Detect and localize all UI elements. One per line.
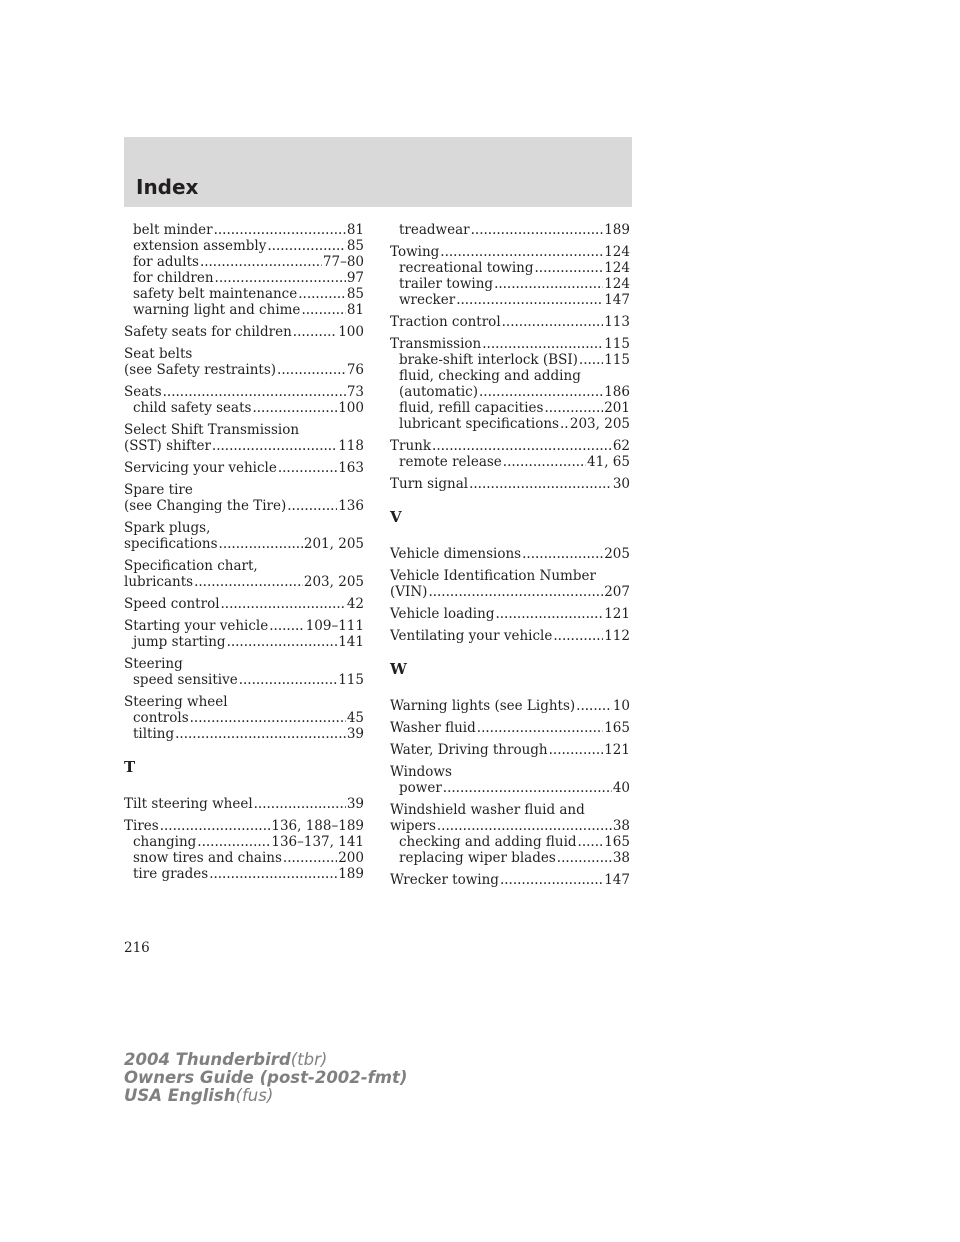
entry-page-ref: 205: [604, 546, 630, 562]
entry-text: for adults: [133, 254, 199, 270]
entry-text: replacing wiper blades: [399, 850, 556, 866]
index-entry-line: [124, 498, 364, 514]
entry-text: tire grades: [133, 866, 209, 882]
dot-leader: [197, 834, 270, 850]
entry-page-ref: 100: [338, 324, 364, 340]
document-footer: [124, 1051, 407, 1105]
dot-leader: [175, 726, 346, 742]
dot-leader: [557, 850, 612, 866]
index-entry-line: [390, 802, 630, 818]
index-entry: [124, 384, 364, 416]
index-entry-line: [390, 584, 630, 600]
entry-text: (automatic): [399, 384, 478, 400]
index-entry-line: [390, 438, 630, 454]
index-entry: [124, 222, 364, 318]
entry-text: snow tires and chains: [133, 850, 282, 866]
entry-text: Steering wheel: [124, 694, 228, 710]
entry-page-ref: 118: [338, 438, 364, 454]
dot-leader: [269, 618, 304, 634]
entry-page-ref: 203, 205: [569, 416, 630, 432]
entry-page-ref: 136–137, 141: [271, 834, 364, 850]
dot-leader: [278, 460, 337, 476]
entry-page-ref: 189: [338, 866, 364, 882]
index-entry: [124, 618, 364, 650]
entry-page-ref: 189: [604, 222, 630, 238]
index-entry-line: [390, 606, 630, 622]
index-subentry-line: [390, 400, 630, 416]
index-entry-line: [390, 872, 630, 888]
entry-text: Windows: [390, 764, 452, 780]
index-subentry-line: [390, 780, 630, 796]
entry-text: lubricants: [124, 574, 194, 590]
dot-leader: [437, 818, 612, 834]
entry-text: Wrecker towing: [390, 872, 499, 888]
index-entry-line: [124, 618, 364, 634]
entry-text: Washer fluid: [390, 720, 476, 736]
entry-text: warning light and chime: [133, 302, 301, 318]
index-entry-line: [124, 438, 364, 454]
entry-page-ref: 115: [338, 672, 364, 688]
index-entry: [390, 244, 630, 308]
dot-leader: [252, 400, 337, 416]
dot-leader: [477, 720, 603, 736]
entry-page-ref: 124: [604, 244, 630, 260]
index-entry: [390, 222, 630, 238]
index-subentry-line: [390, 260, 630, 276]
entry-page-ref: 100: [338, 400, 364, 416]
dot-leader: [200, 254, 322, 270]
index-entry-line: [124, 796, 364, 812]
entry-text: Starting your vehicle: [124, 618, 269, 634]
entry-text: Ventilating your vehicle: [390, 628, 553, 644]
index-entry-line: [124, 384, 364, 400]
index-entry: [124, 656, 364, 688]
entry-text: recreational towing: [399, 260, 534, 276]
entry-page-ref: 200: [338, 850, 364, 866]
entry-page-ref: 136: [338, 498, 364, 514]
dot-leader: [479, 384, 603, 400]
entry-text: checking and adding fluid: [399, 834, 577, 850]
index-subentry-line: [390, 292, 630, 308]
entry-page-ref: 40: [612, 780, 630, 796]
entry-text: child safety seats: [133, 400, 252, 416]
entry-text: Spark plugs,: [124, 520, 211, 536]
entry-text: Tires: [124, 818, 159, 834]
footer-line: USA English(fus): [124, 1086, 274, 1105]
entry-page-ref: 163: [338, 460, 364, 476]
index-entry-line: [124, 520, 364, 536]
index-entry: [124, 520, 364, 552]
entry-page-ref: 115: [604, 352, 630, 368]
entry-page-ref: 76: [346, 362, 364, 378]
index-entry-line: [124, 324, 364, 340]
entry-text: Windshield washer fluid and: [390, 802, 585, 818]
dot-leader: [239, 672, 338, 688]
entry-text: fluid, checking and adding: [399, 368, 581, 384]
dot-leader: [495, 606, 603, 622]
entry-text: Steering: [124, 656, 183, 672]
index-subentry-line: [390, 384, 630, 400]
dot-leader: [214, 222, 346, 238]
entry-page-ref: 39: [346, 726, 364, 742]
index-subentry-line: [390, 368, 630, 384]
index-entry: [124, 694, 364, 742]
index-subentry-line: [390, 454, 630, 470]
entry-page-ref: 186: [604, 384, 630, 400]
dot-leader: [494, 276, 603, 292]
index-subentry-line: [124, 222, 364, 238]
dot-leader: [576, 698, 612, 714]
index-entry-line: [390, 314, 630, 330]
dot-leader: [190, 710, 346, 726]
entry-page-ref: 85: [346, 286, 364, 302]
index-entry: [390, 720, 630, 736]
index-entry-line: [390, 336, 630, 352]
dot-leader: [544, 400, 603, 416]
entry-text: wipers: [390, 818, 436, 834]
index-entry: [390, 802, 630, 866]
entry-text: Transmission: [390, 336, 482, 352]
entry-page-ref: 121: [604, 742, 630, 758]
footer-line: 2004 Thunderbird(tbr): [124, 1050, 328, 1069]
index-entry-line: [124, 460, 364, 476]
entry-page-ref: 203, 205: [303, 574, 364, 590]
dot-leader: [440, 244, 603, 260]
index-subentry-line: [124, 302, 364, 318]
index-subentry-line: [390, 850, 630, 866]
entry-page-ref: 38: [612, 850, 630, 866]
dot-leader: [432, 438, 612, 454]
dot-leader: [482, 336, 603, 352]
entry-text: tilting: [133, 726, 175, 742]
entry-text: specifications: [124, 536, 218, 552]
entry-text: Select Shift Transmission: [124, 422, 300, 438]
dot-leader: [560, 416, 569, 432]
index-subentry-line: [124, 850, 364, 866]
index-subentry-line: [390, 416, 630, 432]
entry-text: trailer towing: [399, 276, 494, 292]
index-subentry-line: [124, 726, 364, 742]
index-entry: [390, 336, 630, 432]
index-entry: [390, 764, 630, 796]
index-subentry-line: [124, 834, 364, 850]
index-entry-line: [390, 476, 630, 492]
entry-page-ref: 73: [346, 384, 364, 400]
entry-page-ref: 81: [346, 302, 364, 318]
entry-page-ref: 30: [612, 476, 630, 492]
dot-leader: [579, 352, 603, 368]
index-entry: [124, 558, 364, 590]
index-entry-line: [124, 694, 364, 710]
dot-leader: [443, 780, 612, 796]
index-entry: [390, 314, 630, 330]
entry-text: belt minder: [133, 222, 213, 238]
index-entry: [390, 742, 630, 758]
entry-text: Seat belts: [124, 346, 193, 362]
dot-leader: [227, 634, 338, 650]
entry-page-ref: 62: [612, 438, 630, 454]
entry-page-ref: 38: [612, 818, 630, 834]
dot-leader: [163, 384, 346, 400]
index-column-left: [124, 222, 364, 888]
entry-page-ref: 136, 188–189: [271, 818, 364, 834]
index-subentry-line: [124, 672, 364, 688]
entry-page-ref: 77–80: [322, 254, 364, 270]
entry-page-ref: 201: [604, 400, 630, 416]
dot-leader: [301, 302, 345, 318]
entry-page-ref: 165: [604, 720, 630, 736]
entry-page-ref: 207: [604, 584, 630, 600]
entry-text: Spare tire: [124, 482, 193, 498]
dot-leader: [293, 324, 337, 340]
index-column-right: [390, 222, 630, 894]
index-entry-line: [124, 656, 364, 672]
index-subentry-line: [124, 710, 364, 726]
dot-leader: [277, 362, 346, 378]
entry-text: Vehicle loading: [390, 606, 495, 622]
index-entry: [124, 346, 364, 378]
dot-leader: [471, 222, 604, 238]
index-entry: [390, 606, 630, 622]
index-subentry-line: [390, 834, 630, 850]
entry-page-ref: 112: [604, 628, 630, 644]
index-subentry-line: [390, 352, 630, 368]
index-subentry-line: [124, 866, 364, 882]
entry-text: speed sensitive: [133, 672, 238, 688]
index-entry: [124, 596, 364, 612]
index-entry: [390, 546, 630, 562]
dot-leader: [456, 292, 603, 308]
index-entry-line: [124, 346, 364, 362]
index-subentry-line: [124, 270, 364, 286]
entry-page-ref: 85: [346, 238, 364, 254]
entry-page-ref: 10: [612, 698, 630, 714]
index-entry-line: [390, 546, 630, 562]
index-subentry-line: [390, 222, 630, 238]
entry-text: changing: [133, 834, 197, 850]
dot-leader: [219, 536, 303, 552]
dot-leader: [578, 834, 604, 850]
entry-text: (see Changing the Tire): [124, 498, 287, 514]
dot-leader: [160, 818, 271, 834]
dot-leader: [267, 238, 345, 254]
index-entry-line: [124, 536, 364, 552]
entry-text: Specification chart,: [124, 558, 258, 574]
dot-leader: [221, 596, 346, 612]
index-entry: [124, 818, 364, 882]
entry-page-ref: 41, 65: [587, 454, 630, 470]
entry-text: Speed control: [124, 596, 220, 612]
index-entry: [124, 482, 364, 514]
index-entry: [124, 324, 364, 340]
index-entry: [390, 628, 630, 644]
entry-page-ref: 42: [346, 596, 364, 612]
index-letter-heading: V: [390, 508, 402, 526]
index-entry-line: [390, 628, 630, 644]
index-entry: [390, 698, 630, 714]
dot-leader: [194, 574, 303, 590]
entry-page-ref: 45: [346, 710, 364, 726]
entry-text: Safety seats for children: [124, 324, 292, 340]
dot-leader: [500, 872, 603, 888]
entry-text: Warning lights (see Lights): [390, 698, 576, 714]
dot-leader: [553, 628, 603, 644]
entry-text: brake-shift interlock (BSI): [399, 352, 578, 368]
index-entry: [390, 872, 630, 888]
entry-text: Trunk: [390, 438, 432, 454]
entry-text: (VIN): [390, 584, 428, 600]
dot-leader: [298, 286, 346, 302]
page-number: 216: [124, 940, 150, 956]
dot-leader: [215, 270, 346, 286]
index-entry-line: [390, 244, 630, 260]
entry-page-ref: 121: [604, 606, 630, 622]
index-entry-line: [124, 422, 364, 438]
index-subentry-line: [124, 286, 364, 302]
entry-page-ref: 97: [346, 270, 364, 286]
index-entry: [124, 460, 364, 476]
index-entry-line: [390, 698, 630, 714]
entry-page-ref: 147: [604, 292, 630, 308]
entry-page-ref: 115: [604, 336, 630, 352]
entry-text: Seats: [124, 384, 162, 400]
entry-text: power: [399, 780, 442, 796]
entry-text: for children: [133, 270, 214, 286]
dot-leader: [287, 498, 337, 514]
index-subentry-line: [124, 254, 364, 270]
entry-text: (see Safety restraints): [124, 362, 277, 378]
entry-page-ref: 124: [604, 276, 630, 292]
entry-text: Vehicle Identification Number: [390, 568, 596, 584]
index-subentry-line: [124, 238, 364, 254]
section-header: [124, 137, 632, 207]
index-entry: [390, 438, 630, 470]
entry-page-ref: 201, 205: [303, 536, 364, 552]
entry-text: Towing: [390, 244, 440, 260]
index-subentry-line: [124, 634, 364, 650]
entry-text: extension assembly: [133, 238, 267, 254]
index-letter-heading: T: [124, 758, 136, 776]
entry-page-ref: 81: [346, 222, 364, 238]
index-entry-line: [390, 720, 630, 736]
dot-leader: [503, 454, 586, 470]
entry-text: Servicing your vehicle: [124, 460, 277, 476]
index-entry-line: [390, 764, 630, 780]
entry-text: Vehicle dimensions: [390, 546, 522, 562]
entry-text: jump starting: [133, 634, 226, 650]
entry-text: controls: [133, 710, 189, 726]
entry-text: Water, Driving through: [390, 742, 548, 758]
dot-leader: [469, 476, 612, 492]
entry-text: fluid, refill capacities: [399, 400, 544, 416]
entry-page-ref: 113: [604, 314, 630, 330]
index-entry: [390, 476, 630, 492]
entry-text: remote release: [399, 454, 502, 470]
dot-leader: [212, 438, 337, 454]
entry-text: (SST) shifter: [124, 438, 211, 454]
index-entry: [390, 568, 630, 600]
dot-leader: [209, 866, 337, 882]
entry-page-ref: 124: [604, 260, 630, 276]
dot-leader: [502, 314, 604, 330]
dot-leader: [254, 796, 346, 812]
entry-page-ref: 39: [346, 796, 364, 812]
entry-text: lubricant specifications: [399, 416, 559, 432]
entry-text: safety belt maintenance: [133, 286, 298, 302]
footer-line: Owners Guide (post-2002-fmt): [124, 1068, 408, 1087]
section-title: Index: [136, 175, 199, 199]
entry-text: Turn signal: [390, 476, 469, 492]
index-letter-heading: W: [390, 660, 407, 678]
dot-leader: [522, 546, 603, 562]
index-entry-line: [124, 596, 364, 612]
index-entry-line: [124, 362, 364, 378]
entry-page-ref: 109–111: [305, 618, 364, 634]
index-entry-line: [124, 482, 364, 498]
dot-leader: [428, 584, 603, 600]
dot-leader: [534, 260, 603, 276]
index-entry-line: [390, 742, 630, 758]
dot-leader: [549, 742, 604, 758]
dot-leader: [283, 850, 337, 866]
index-entry: [124, 796, 364, 812]
index-entry-line: [390, 568, 630, 584]
index-entry-line: [390, 818, 630, 834]
entry-text: Traction control: [390, 314, 501, 330]
entry-page-ref: 141: [338, 634, 364, 650]
index-entry-line: [124, 818, 364, 834]
entry-text: Tilt steering wheel: [124, 796, 253, 812]
index-entry-line: [124, 574, 364, 590]
entry-page-ref: 147: [604, 872, 630, 888]
index-entry-line: [124, 558, 364, 574]
index-subentry-line: [390, 276, 630, 292]
entry-page-ref: 165: [604, 834, 630, 850]
index-subentry-line: [124, 400, 364, 416]
entry-text: wrecker: [399, 292, 456, 308]
entry-text: treadwear: [399, 222, 470, 238]
index-entry: [124, 422, 364, 454]
